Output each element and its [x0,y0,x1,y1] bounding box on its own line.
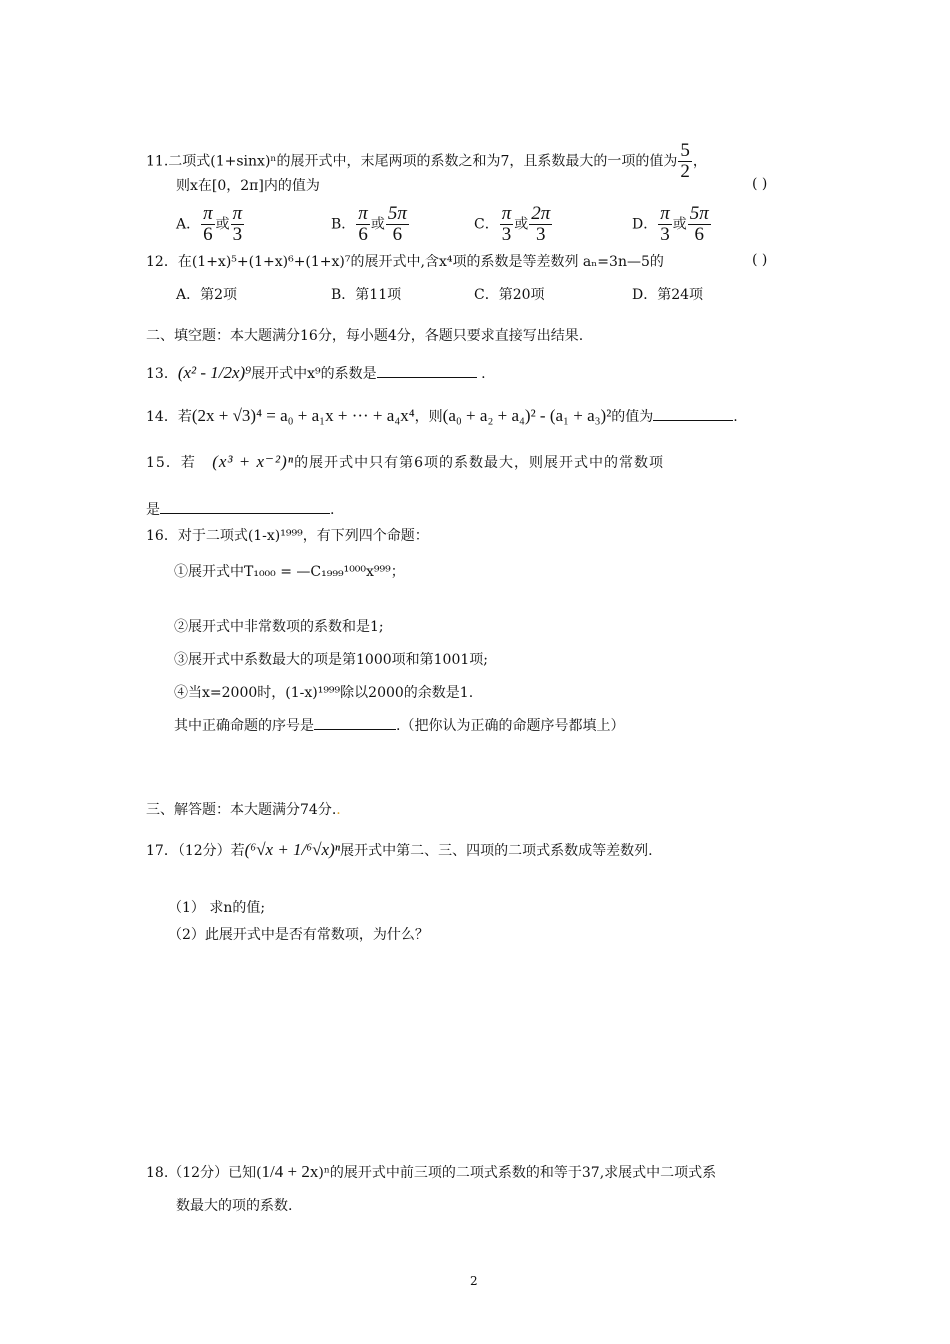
section-2-heading: 二、填空题：本大题满分16分，每小题4分，各题只要求直接写出结果. [146,328,584,344]
q11-option-a: A． $\frac{\pi}{6}$ 或 $\frac{\pi}{3}$ [176,203,243,245]
q17-sub-1: （1） 求n的值; [168,900,266,916]
q18-line2: 数最大的项的系数. [176,1198,293,1214]
q17-line: 17．（12分）若(⁶√x + 1/⁶√x)ⁿ展开式中第二、三、四项的二项式系数成等差数列. [146,840,653,859]
page-number: 2 [470,1274,478,1288]
q12-line: 12．在(1+x)⁵+(1+x)⁶+(1+x)⁷的展开式中,含x⁴项的系数是等差数列 aₙ=3n—5的 [146,254,664,270]
q17-expression: (⁶√x + 1/⁶√x)ⁿ [244,840,341,859]
q15-answer-blank[interactable] [160,513,330,514]
q11-option-c: C． $\frac{\pi}{3}$ 或 $\frac{2\pi}{3}$ [474,203,551,245]
q16-answer-blank[interactable] [314,729,396,730]
q18-expression: 1/4 + 2x [261,1162,319,1181]
q11-option-b: B． $\frac{\pi}{6}$ 或 $\frac{5\pi}{6}$ [331,203,407,245]
q12-option-b: B．第11项 [331,287,402,303]
q11-text: 二项式(1+sinx)ⁿ的展开式中，末尾两项的系数之和为7，且系数最大的一项的值为 [168,153,678,170]
q12-option-a: A．第2项 [176,287,238,303]
q14-expression: (2x + √3)⁴ = a₀ + a₁x + ··· + a₄x⁴ [191,406,415,425]
q16-conclusion: 其中正确命题的序号是 .（把你认为正确的命题序号都填上） [174,718,625,734]
q12-answer-paren: ( ) [752,252,768,268]
q12-option-d: D．第24项 [632,287,704,303]
q11-option-d: D． $\frac{\pi}{3}$ 或 $\frac{5\pi}{6}$ [632,203,709,245]
q16-heading: 16．对于二项式(1-x)¹⁹⁹⁹，有下列四个命题： [146,528,429,544]
q11-answer-paren: ( ) [752,176,768,192]
q16-item-3: ③展开式中系数最大的项是第1000项和第1001项; [174,652,488,668]
q13-line: 13．(x² - 1/2x)⁹展开式中x⁹的系数是 . [146,363,486,382]
q11-number: 11. [146,153,169,170]
q11-line2 [176,176,320,196]
q13-expression: (x² - 1/2x)⁹ [177,363,252,382]
q12-text: 在(1+x)⁵+(1+x)⁶+(1+x)⁷的展开式中,含x⁴项的系数是等差数列 aₙ=3n—5的 [177,254,664,270]
q14-answer-blank[interactable] [653,420,733,421]
q14-expression2: (a₀ + a₂ + a₄)² - (a₁ + a₃)² [442,406,612,425]
q16-item-2: ②展开式中非常数项的系数和是1; [174,619,384,635]
q15-line1: 15．若 (x³ + x⁻²)ⁿ的展开式中只有第6项的系数最大，则展开式中的常数项 [146,452,664,471]
q11-text2: 则x在[0，2π]内的值为 [176,178,320,194]
q16-item-4: ④当x=2000时，(1-x)¹⁹⁹⁹除以2000的余数是1. [174,685,474,701]
q11-value-fraction: $\frac{5}{2}$ [680,140,690,182]
q16-item-1: ①展开式中T₁₀₀₀ = —C₁₉₉₉¹⁰⁰⁰x⁹⁹⁹； [174,564,405,580]
q15-expression: (x³ + x⁻²)ⁿ [212,452,295,471]
section-3-heading: 三、解答题：本大题满分74分.. [146,802,341,818]
q11-line1: 11.二项式(1+sinx)ⁿ的展开式中，末尾两项的系数之和为7，且系数最大的一项的值为 $\frac{5}{2}$ ， [146,140,707,182]
q15-line2: 是 . [146,502,335,518]
q12-option-c: C．第20项 [474,287,545,303]
q14-line: 14．若(2x + √3)⁴ = a₀ + a₁x + ··· + a₄x⁴，则(a₀ + a₂ + a₄)² - (a₁ + a₃)²的值为 . [146,406,738,425]
q17-sub-2: （2）此展开式中是否有常数项，为什么？ [168,927,429,943]
q18-line1: 18.（12分）已知(1/4 + 2x)ⁿ的展开式中前三项的二项式系数的和等于37,求展式中二项式系 [146,1162,717,1181]
q13-answer-blank[interactable] [377,377,477,378]
